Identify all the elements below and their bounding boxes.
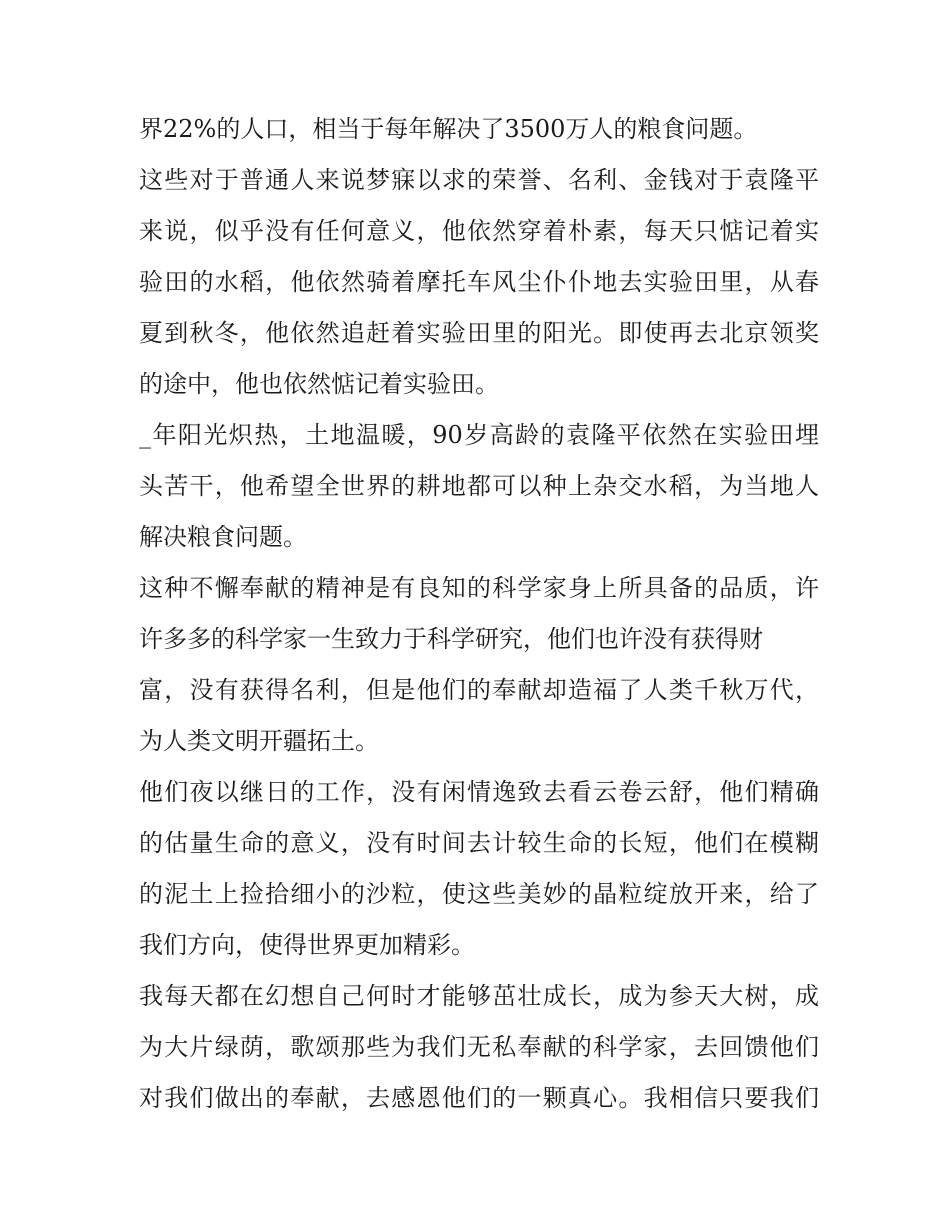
text-line: 他们夜以继日的工作，没有闲情逸致去看云卷云舒，他们精确 [139,778,819,806]
body-text [139,104,819,1124]
text-line: 解决粮食问题。 [139,523,307,551]
text-line: 我们方向，使得世界更加精彩。 [139,931,475,959]
text-line: 验田的水稻，他依然骑着摩托车风尘仆仆地去实验田里，从春 [139,268,819,296]
text-line: 富，没有获得名利，但是他们的奉献却造福了人类千秋万代， [139,676,819,704]
text-line: 夏到秋冬，他依然追赶着实验田里的阳光。即使再去北京领奖 [139,319,819,347]
text-line: _年阳光炽热，土地温暖，90岁高龄的袁隆平依然在实验田埋 [139,421,819,449]
text-line: 为大片绿荫，歌颂那些为我们无私奉献的科学家，去回馈他们 [139,1033,819,1061]
text-line: 我每天都在幻想自己何时才能够茁壮成长，成为参天大树，成 [139,982,819,1010]
text-line: 为人类文明开疆拓土。 [139,727,379,755]
text-line: 头苦干，他希望全世界的耕地都可以种上杂交水稻，为当地人 [139,472,819,500]
text-line: 这些对于普通人来说梦寐以求的荣誉、名利、金钱对于袁隆平 [139,166,819,194]
text-line: 许多多的科学家一生致力于科学研究，他们也许没有获得财 [139,625,763,653]
text-line: 的泥土上捡拾细小的沙粒，使这些美妙的晶粒绽放开来，给了 [139,880,819,908]
text-line: 界22%的人口，相当于每年解决了3500万人的粮食问题。 [139,115,758,143]
text-line: 来说，似乎没有任何意义，他依然穿着朴素，每天只惦记着实 [139,217,819,245]
text-line: 这种不懈奉献的精神是有良知的科学家身上所具备的品质，许 [139,574,819,602]
text-line: 对我们做出的奉献，去感恩他们的一颗真心。我相信只要我们 [139,1084,819,1112]
text-line: 的途中，他也依然惦记着实验田。 [139,370,499,398]
text-line: 的估量生命的意义，没有时间去计较生命的长短，他们在模糊 [139,829,819,857]
